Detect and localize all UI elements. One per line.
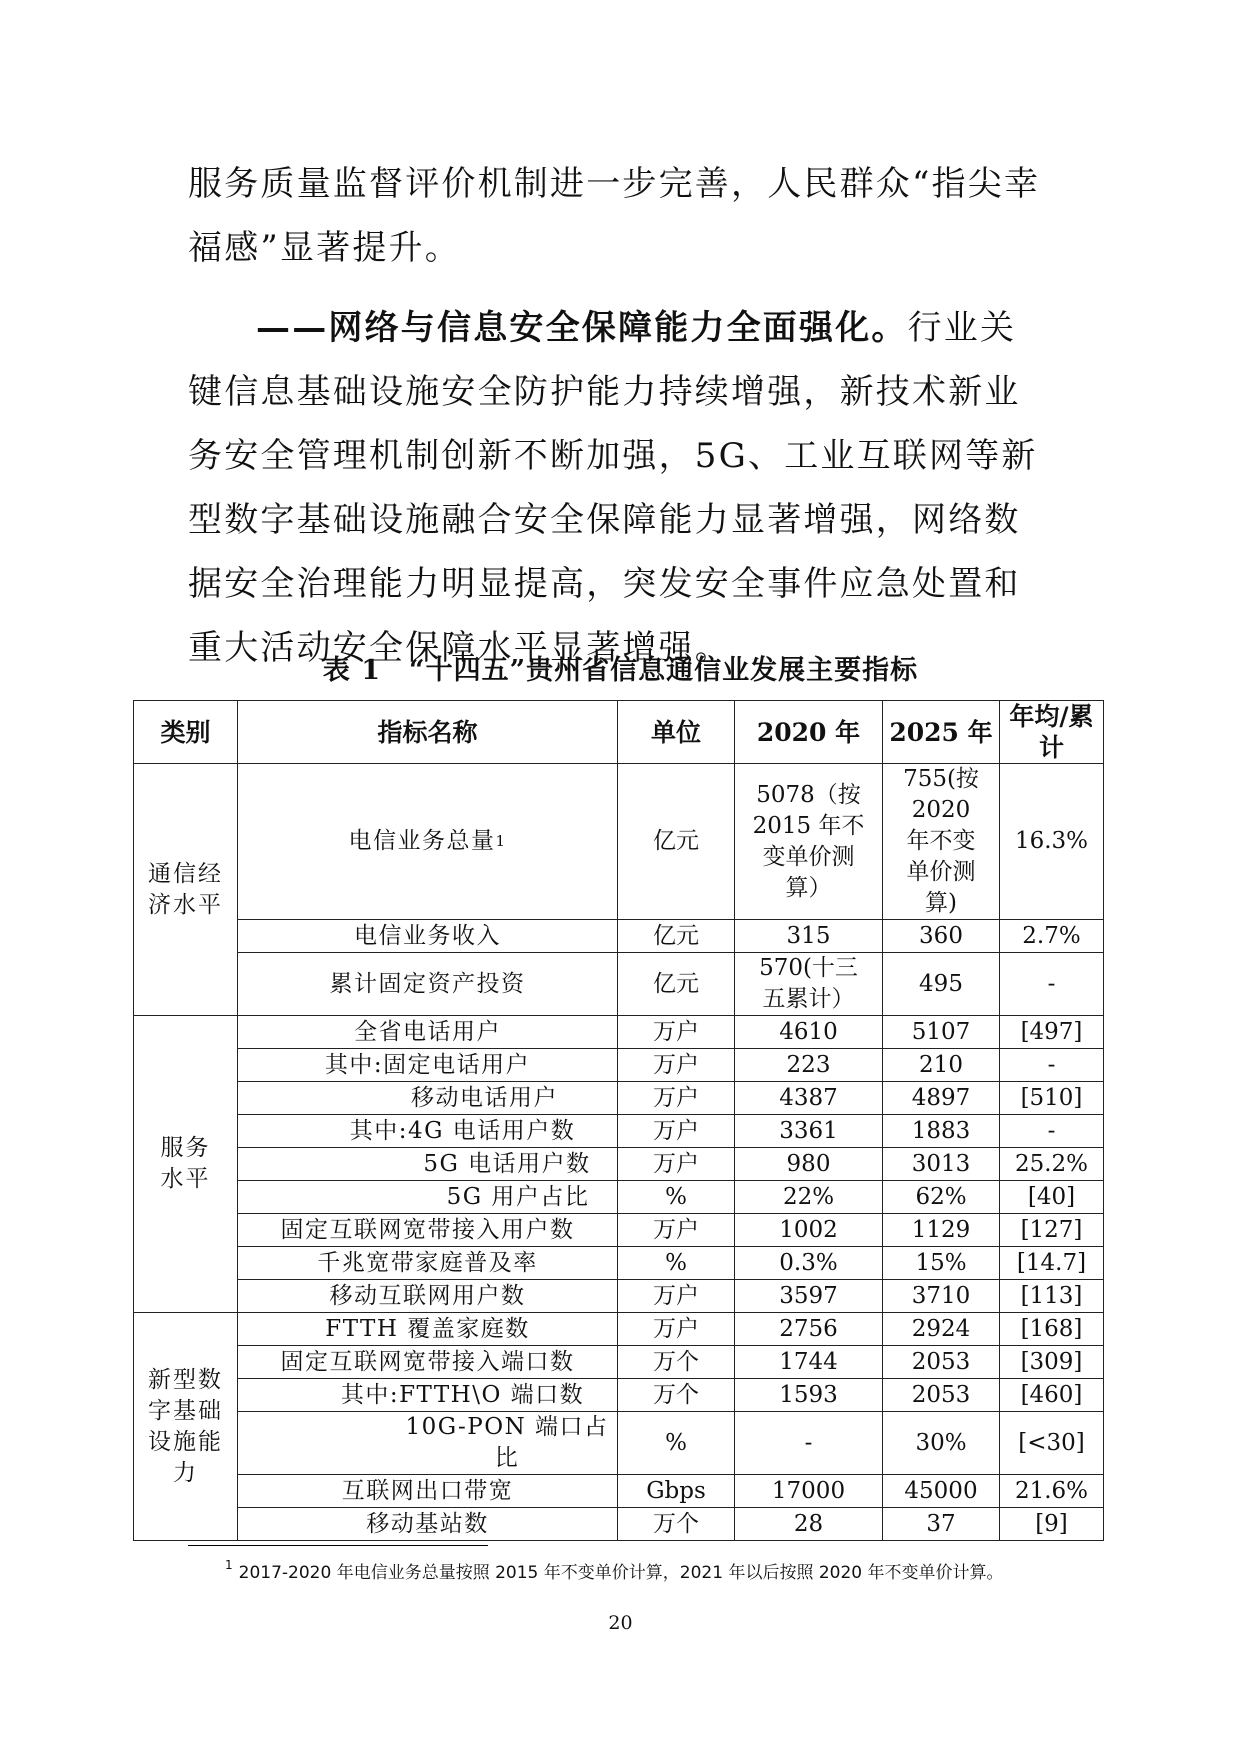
indicator-name: 其中:FTTH\O 端口数 — [238, 1379, 618, 1412]
unit-cell: 万户 — [618, 1016, 735, 1049]
table-row — [134, 1181, 1104, 1214]
unit-cell: % — [618, 1247, 735, 1280]
value-2020: 4387 — [735, 1082, 883, 1115]
value-2025: 5107 — [883, 1016, 1000, 1049]
value-2020: 3361 — [735, 1115, 883, 1148]
value-average: [510] — [1000, 1082, 1104, 1115]
value-2020: 1744 — [735, 1346, 883, 1379]
category-cell: 新型数字基础设施能力 — [134, 1313, 238, 1541]
value-2020: 22% — [735, 1181, 883, 1214]
value-2025: 2053 — [883, 1379, 1000, 1412]
value-average: - — [1000, 1049, 1104, 1082]
table-row — [134, 1214, 1104, 1247]
table-row — [134, 1379, 1104, 1412]
unit-cell: 万户 — [618, 1049, 735, 1082]
value-average: [460] — [1000, 1379, 1104, 1412]
indicators-table — [133, 700, 1104, 1541]
value-2020: 1593 — [735, 1379, 883, 1412]
table-row — [134, 953, 1104, 1016]
value-2025: 15% — [883, 1247, 1000, 1280]
indicator-name: 全省电话用户 — [238, 1016, 618, 1049]
value-2020: 3597 — [735, 1280, 883, 1313]
value-2020: 223 — [735, 1049, 883, 1082]
indicator-name: 移动电话用户 — [238, 1082, 618, 1115]
indicator-name: 移动基站数 — [238, 1508, 618, 1541]
value-average: [14.7] — [1000, 1247, 1104, 1280]
value-2025: 495 — [883, 953, 1000, 1016]
value-average: 21.6% — [1000, 1475, 1104, 1508]
table-caption: 表 1 “十四五”贵州省信息通信业发展主要指标 — [322, 655, 919, 686]
footnote — [225, 1558, 1004, 1583]
value-2020: - — [735, 1412, 883, 1475]
indicator-name: 累计固定资产投资 — [238, 953, 618, 1016]
paragraph-network-security — [188, 296, 1050, 680]
value-2025: 2924 — [883, 1313, 1000, 1346]
indicator-name: 10G-PON 端口占比 — [238, 1412, 618, 1475]
value-2025: 45000 — [883, 1475, 1000, 1508]
indicator-name: FTTH 覆盖家庭数 — [238, 1313, 618, 1346]
indicator-name: 5G 电话用户数 — [238, 1148, 618, 1181]
table-row — [134, 1148, 1104, 1181]
unit-cell: % — [618, 1412, 735, 1475]
footnote-text: 2017-2020 年电信业务总量按照 2015 年不变单价计算，2021 年以后按照 2020 年不变单价计算。 — [238, 1563, 1004, 1583]
table-header-row — [134, 701, 1104, 764]
value-2025: 3710 — [883, 1280, 1000, 1313]
unit-cell: 万个 — [618, 1379, 735, 1412]
value-2020: 2756 — [735, 1313, 883, 1346]
footnote-number: 1 — [225, 1558, 233, 1572]
unit-cell: 万个 — [618, 1346, 735, 1379]
unit-cell: 万户 — [618, 1115, 735, 1148]
value-2020: 315 — [735, 920, 883, 953]
value-2020: 4610 — [735, 1016, 883, 1049]
header-2025: 2025 年 — [883, 701, 1000, 764]
indicator-name: 千兆宽带家庭普及率 — [238, 1247, 618, 1280]
value-2020: 28 — [735, 1508, 883, 1541]
value-2025: 1883 — [883, 1115, 1000, 1148]
category-cell: 服务水平 — [134, 1016, 238, 1313]
unit-cell: Gbps — [618, 1475, 735, 1508]
indicator-name: 固定互联网宽带接入端口数 — [238, 1346, 618, 1379]
value-average: [168] — [1000, 1313, 1104, 1346]
indicator-name: 电信业务收入 — [238, 920, 618, 953]
table-row — [134, 1313, 1104, 1346]
header-unit: 单位 — [618, 701, 735, 764]
paragraph-heading: ——网络与信息安全保障能力全面强化。 — [256, 308, 908, 348]
value-average: [<30] — [1000, 1412, 1104, 1475]
value-2020: 570(十三五累计） — [735, 953, 883, 1016]
page-number: 20 — [608, 1612, 633, 1634]
unit-cell: 万户 — [618, 1082, 735, 1115]
value-average: [497] — [1000, 1016, 1104, 1049]
indicator-name: 移动互联网用户数 — [238, 1280, 618, 1313]
paragraph-body: 行业关键信息基础设施安全防护能力持续增强，新技术新业务安全管理机制创新不断加强，5G、工业互联网等新型数字基础设施融合安全保障能力显著增强，网络数据安全治理能力明显提高，突发安全事件应急处置和重大活动安全保障水平显著增强。 — [188, 308, 1038, 668]
value-average: [9] — [1000, 1508, 1104, 1541]
unit-cell: 亿元 — [618, 920, 735, 953]
value-2020: 1002 — [735, 1214, 883, 1247]
unit-cell: 万户 — [618, 1148, 735, 1181]
unit-cell: 万户 — [618, 1313, 735, 1346]
indicator-name: 电信业务总量$^1$ — [238, 764, 618, 920]
paragraph-service-quality: 服务质量监督评价机制进一步完善，人民群众“指尖幸福感”显著提升。 — [188, 164, 1041, 268]
value-2020: 980 — [735, 1148, 883, 1181]
table-row — [134, 1247, 1104, 1280]
footnote-divider — [188, 1545, 488, 1546]
value-2025: 1129 — [883, 1214, 1000, 1247]
header-2020: 2020 年 — [735, 701, 883, 764]
indicator-name: 互联网出口带宽 — [238, 1475, 618, 1508]
value-2025: 755(按2020 年不变单价测算) — [883, 764, 1000, 920]
value-average: 25.2% — [1000, 1148, 1104, 1181]
value-2020: 5078（按2015 年不变单价测算） — [735, 764, 883, 920]
indicator-name: 其中:4G 电话用户数 — [238, 1115, 618, 1148]
unit-cell: 万户 — [618, 1214, 735, 1247]
indicator-name: 5G 用户占比 — [238, 1181, 618, 1214]
category-cell: 通信经济水平 — [134, 764, 238, 1016]
table-row — [134, 1280, 1104, 1313]
table-row — [134, 920, 1104, 953]
value-average: - — [1000, 953, 1104, 1016]
header-average: 年均/累计 — [1000, 701, 1104, 764]
header-category: 类别 — [134, 701, 238, 764]
value-average: [113] — [1000, 1280, 1104, 1313]
unit-cell: 万个 — [618, 1508, 735, 1541]
value-2025: 30% — [883, 1412, 1000, 1475]
indicator-name: 固定互联网宽带接入用户数 — [238, 1214, 618, 1247]
unit-cell: 万户 — [618, 1280, 735, 1313]
unit-cell: % — [618, 1181, 735, 1214]
value-average: [127] — [1000, 1214, 1104, 1247]
table-row — [134, 1508, 1104, 1541]
table-row — [134, 1346, 1104, 1379]
value-2025: 3013 — [883, 1148, 1000, 1181]
table-row — [134, 1475, 1104, 1508]
table-row — [134, 764, 1104, 920]
table-row — [134, 1115, 1104, 1148]
value-average: [309] — [1000, 1346, 1104, 1379]
indicator-name: 其中:固定电话用户 — [238, 1049, 618, 1082]
value-average: 2.7% — [1000, 920, 1104, 953]
value-2025: 210 — [883, 1049, 1000, 1082]
value-average: 16.3% — [1000, 764, 1104, 920]
value-2025: 4897 — [883, 1082, 1000, 1115]
value-2020: 17000 — [735, 1475, 883, 1508]
value-average: - — [1000, 1115, 1104, 1148]
unit-cell: 亿元 — [618, 764, 735, 920]
table-row — [134, 1049, 1104, 1082]
value-2025: 62% — [883, 1181, 1000, 1214]
value-2025: 2053 — [883, 1346, 1000, 1379]
table-row — [134, 1082, 1104, 1115]
table-row — [134, 1412, 1104, 1475]
header-indicator-name: 指标名称 — [238, 701, 618, 764]
value-2025: 37 — [883, 1508, 1000, 1541]
value-average: [40] — [1000, 1181, 1104, 1214]
unit-cell: 亿元 — [618, 953, 735, 1016]
table-row — [134, 1016, 1104, 1049]
value-2020: 0.3% — [735, 1247, 883, 1280]
value-2025: 360 — [883, 920, 1000, 953]
